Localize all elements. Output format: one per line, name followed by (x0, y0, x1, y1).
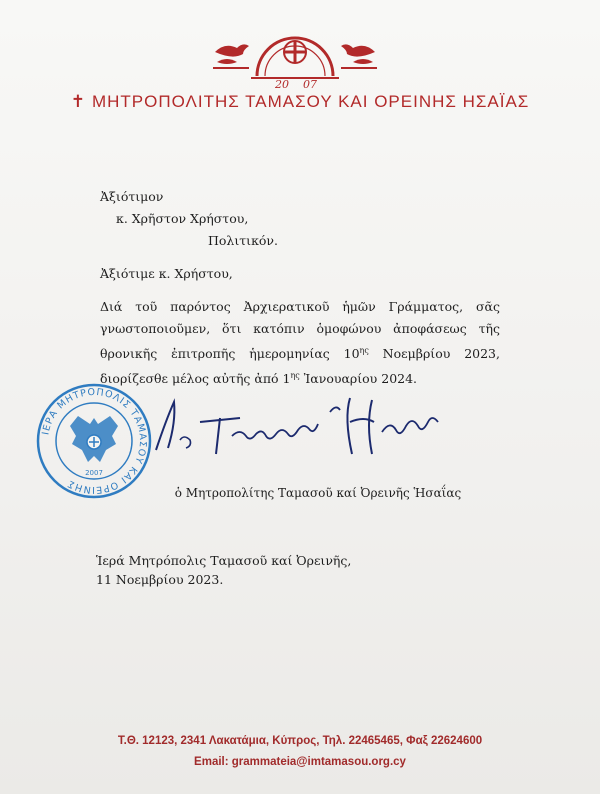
metropolis-emblem (205, 22, 385, 90)
greeting: Ἀξιότιμε κ. Χρήστου, (100, 266, 233, 281)
letter-date: 11 Νοεμβρίου 2023. (96, 572, 224, 587)
metropolis-seal (35, 382, 153, 500)
body-sup-2: ης (290, 371, 300, 381)
signatory-title (0, 486, 600, 500)
letterhead-title-text: ΜΗΤΡΟΠΟΛΙΤΗΣ ΤΑΜΑΣΟΥ ΚΑΙ ΟΡΕΙΝΗΣ ΗΣΑΪΑΣ (91, 92, 530, 111)
footer-contact: Τ.Θ. 12123, 2341 Λακατάμια, Κύπρος, Τηλ. 22465465, Φαξ 22624600 (117, 735, 483, 747)
letterhead-title (0, 92, 600, 112)
body-part-3: Ἰανουαρίου 2024. (299, 371, 418, 387)
emblem-year-right: 07 (303, 78, 317, 90)
footer-email: Email: grammateia@imtamasou.org.cy (194, 756, 406, 768)
recipient-line-3: Πολιτικόν. (208, 233, 278, 248)
handwritten-signature (150, 392, 450, 472)
emblem-year-left: 20 (275, 78, 289, 90)
body-part-2: Νοεμβρίου 2023, διορίζεσθε μέλος αὐτῆς ἀπό 1 (100, 346, 500, 387)
body-part-1: Διά τοῦ παρόντος Ἀρχιερατικοῦ ἡμῶν Γράμματος, σᾶς γνωστοποιοῦμεν, ὅτι κατόπιν ὁμοφώνου ἀποφάσεως τῆς θρονικῆς ἐπιτροπῆς ἡμερομηνίας 10 (100, 299, 500, 362)
body-sup-1: ης (359, 346, 369, 355)
recipient-line-2: κ. Χρῆστον Χρήστου, (116, 211, 249, 226)
seal-year: 2007 (85, 469, 103, 477)
signatory-title-text: ὁ Μητροπολίτης Ταμασοῦ καί Ὀρεινῆς Ἡσαΐας (174, 486, 462, 500)
recipient-line-1: Ἀξιότιμον (100, 189, 164, 204)
letter-body (100, 296, 500, 390)
seal-text: ΙΕΡΑ ΜΗΤΡΟΠΟΛΙΣ ΤΑΜΑΣΟΥ ΚΑΙ ΟΡΕΙΝΗΣ (40, 386, 149, 496)
cross-icon: ✝ (70, 92, 86, 111)
place-line: Ἱερά Μητρόπολις Ταμασοῦ καί Ὀρεινῆς, (96, 553, 352, 568)
